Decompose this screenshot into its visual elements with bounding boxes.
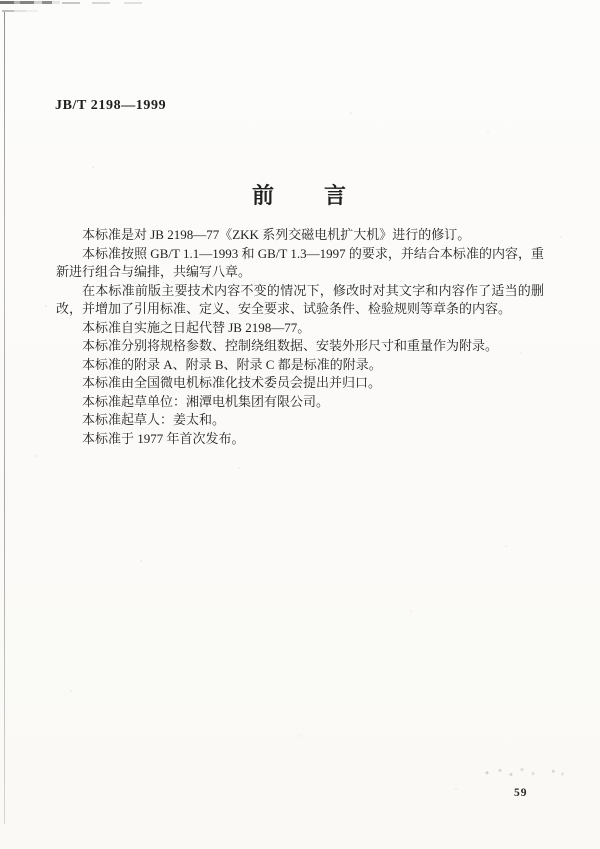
scan-artifact-noise-patch [476,764,568,780]
foreword-paragraph: 本标准自实施之日起代替 JB 2198—77。 [82,319,311,335]
foreword-paragraph: 本标准起草人：姜太和。 [82,412,226,427]
page-number: 59 [514,787,528,799]
foreword-paragraph: 本标准按照 GB/T 1.1—1993 和 GB/T 1.3—1997 的要求，并结合本标准的内容，重新进行组合与编排，共编写八章。 [56,245,544,279]
scan-artifact-top-streak [0,1,60,4]
foreword-paragraph: 本标准分别将规格参数、控制绕组数据、安装外形尺寸和重量作为附录。 [82,338,499,353]
foreword-paragraph: 本标准的附录 A、附录 B、附录 C 都是标准的附录。 [82,356,382,372]
scan-artifact-top-streak-faint [62,2,142,4]
scan-artifact-left-edge-line [4,12,5,824]
foreword-paragraph: 在本标准前版主要技术内容不变的情况下，修改时对其文字和内容作了适当的删改，并增加了引用标准、定义、安全要求、试验条件、检验规则等章条的内容。 [56,282,544,316]
foreword-paragraph: 本标准是对 JB 2198—77《ZKK 系列交磁电机扩大机》进行的修订。 [82,227,471,242]
foreword-title: 前 言 [251,183,348,208]
scan-dust-specks [0,0,2,2]
foreword-paragraph: 本标准于 1977 年首次发布。 [82,430,245,446]
foreword-paragraph: 本标准由全国微电机标准化技术委员会提出并归口。 [82,375,382,390]
scan-artifact-sub-streak [2,10,38,12]
standard-code: JB/T 2198—1999 [55,98,167,113]
foreword-body [56,226,544,448]
foreword-paragraph: 本标准起草单位：湘潭电机集团有限公司。 [82,393,330,409]
